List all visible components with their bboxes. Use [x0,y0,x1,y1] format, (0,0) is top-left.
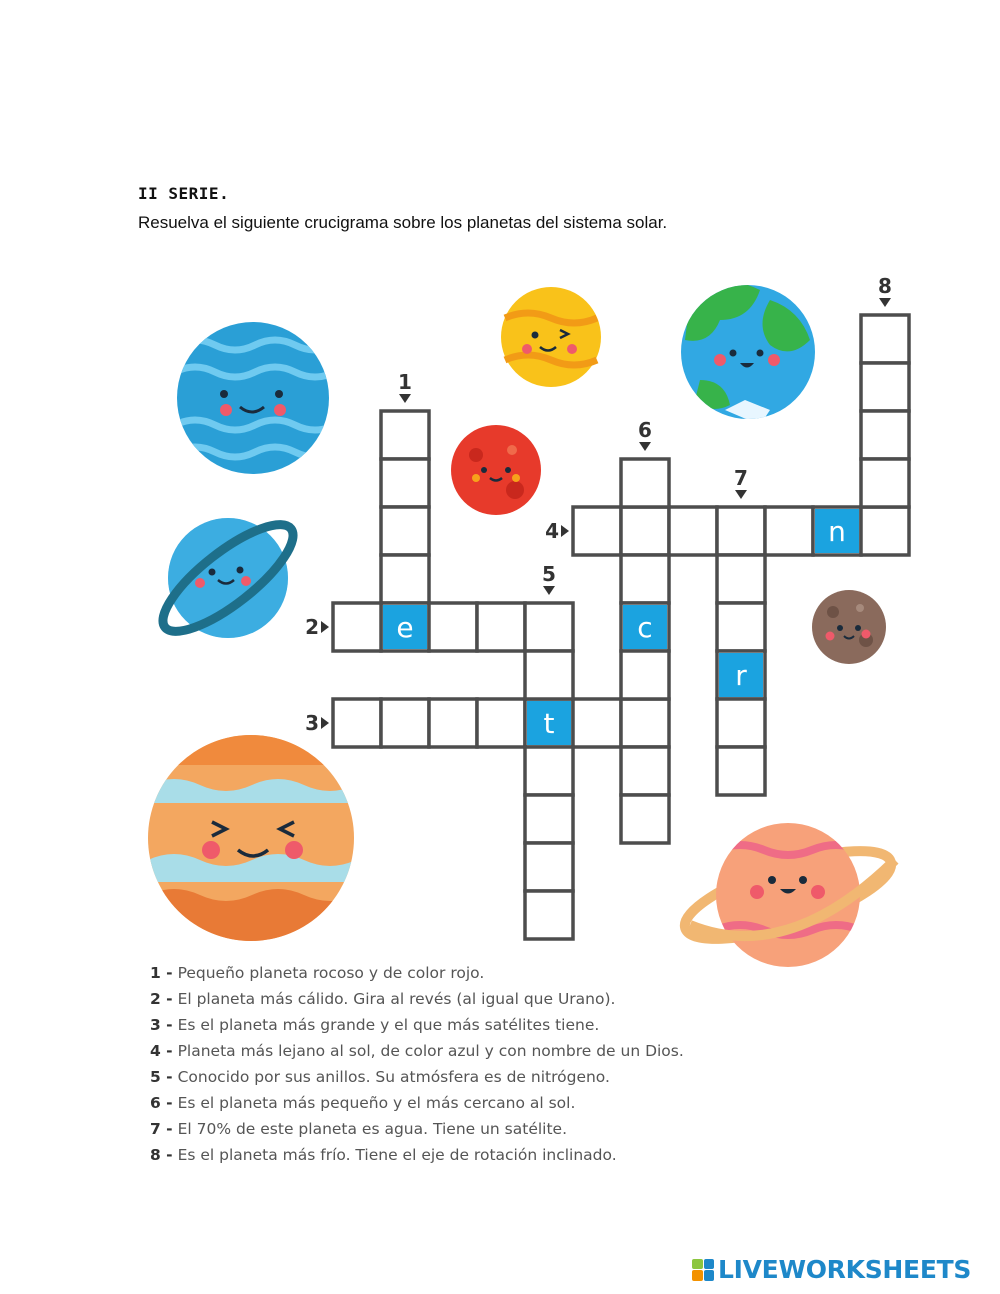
crossword-cell[interactable] [621,459,669,507]
crossword-cell[interactable] [861,459,909,507]
crossword-cell[interactable] [861,363,909,411]
crossword-cell[interactable] [621,507,669,555]
clue-number-2: 2 [305,615,319,639]
arrow-marker-icon [399,394,411,403]
crossword-cell[interactable] [525,603,573,651]
clue-8: 8 - Es el planeta más frío. Tiene el eje de rotación inclinado. [150,1146,617,1164]
clue-number-7: 7 [734,466,748,490]
arrow-marker-icon [639,442,651,451]
crossword-cell[interactable] [525,891,573,939]
liveworksheets-logo [692,1255,971,1284]
given-letter: e [396,611,414,644]
crossword-cell[interactable] [621,651,669,699]
crossword-cell[interactable] [381,507,429,555]
given-letter: c [637,611,653,644]
crossword-cell[interactable] [717,555,765,603]
arrow-marker-icon [735,490,747,499]
crossword-cell[interactable] [525,795,573,843]
jupiter-planet [148,735,358,945]
instruction-text: Resuelva el siguiente crucigrama sobre los planetas del sistema solar. [138,213,668,232]
crossword-cell[interactable] [381,699,429,747]
arrow-marker-icon [321,621,329,633]
crossword-cell[interactable] [669,507,717,555]
clue-7: 7 - El 70% de este planeta es agua. Tiene un satélite. [150,1120,568,1138]
saturn-planet [676,823,900,967]
arrow-marker-icon [879,298,891,307]
crossword-cell[interactable] [717,699,765,747]
crossword-cell[interactable] [861,315,909,363]
crossword-cell[interactable] [573,507,621,555]
crossword-cell[interactable] [765,507,813,555]
pluto-planet [812,590,886,664]
crossword-cell[interactable] [381,555,429,603]
clue-6: 6 - Es el planeta más pequeño y el más cercano al sol. [150,1094,576,1112]
crossword-cell[interactable] [525,843,573,891]
clue-number-1: 1 [398,370,412,394]
crossword-cell[interactable] [621,795,669,843]
crossword-cell[interactable] [621,555,669,603]
crossword-cell[interactable] [429,603,477,651]
clue-number-3: 3 [305,711,319,735]
clue-2: 2 - El planeta más cálido. Gira al revés (al igual que Urano). [150,990,616,1008]
logo-text: LIVEWORKSHEETS [718,1255,972,1284]
crossword-cell[interactable] [381,459,429,507]
crossword-cell[interactable] [477,603,525,651]
earth-planet [681,282,815,425]
uranus-planet [149,508,307,647]
mars-planet [451,425,541,515]
crossword-cell[interactable] [333,699,381,747]
crossword-cell[interactable] [621,747,669,795]
crossword-cell[interactable] [525,651,573,699]
neptune-planet [175,322,335,474]
clue-number-5: 5 [542,562,556,586]
crossword-cell[interactable] [477,699,525,747]
arrow-marker-icon [543,586,555,595]
crossword-cell[interactable] [429,699,477,747]
crossword-cell[interactable] [861,507,909,555]
clue-number-6: 6 [638,418,652,442]
clue-list [150,960,684,1168]
given-letter: r [735,659,747,692]
crossword-cell[interactable] [333,603,381,651]
crossword-cell[interactable] [861,411,909,459]
arrow-marker-icon [561,525,569,537]
given-letter: t [543,707,555,740]
arrow-marker-icon [321,717,329,729]
clue-5: 5 - Conocido por sus anillos. Su atmósfera es de nitrógeno. [150,1068,610,1086]
series-title: II SERIE. [138,184,230,203]
venus-planet [501,287,601,387]
logo-mark-icon [692,1259,714,1281]
crossword-cell[interactable] [717,507,765,555]
clue-4: 4 - Planeta más lejano al sol, de color azul y con nombre de un Dios. [150,1042,684,1060]
crossword-cell[interactable] [573,699,621,747]
given-letter: n [828,515,846,548]
crossword-cell[interactable] [717,603,765,651]
clue-number-8: 8 [878,274,892,298]
clue-3: 3 - Es el planeta más grande y el que más satélites tiene. [150,1016,600,1034]
crossword-cell[interactable] [525,747,573,795]
crossword-cell[interactable] [381,411,429,459]
clue-1: 1 - Pequeño planeta rocoso y de color rojo. [150,964,485,982]
crossword-cell[interactable] [717,747,765,795]
crossword-cell[interactable] [621,699,669,747]
clue-number-4: 4 [545,519,559,543]
